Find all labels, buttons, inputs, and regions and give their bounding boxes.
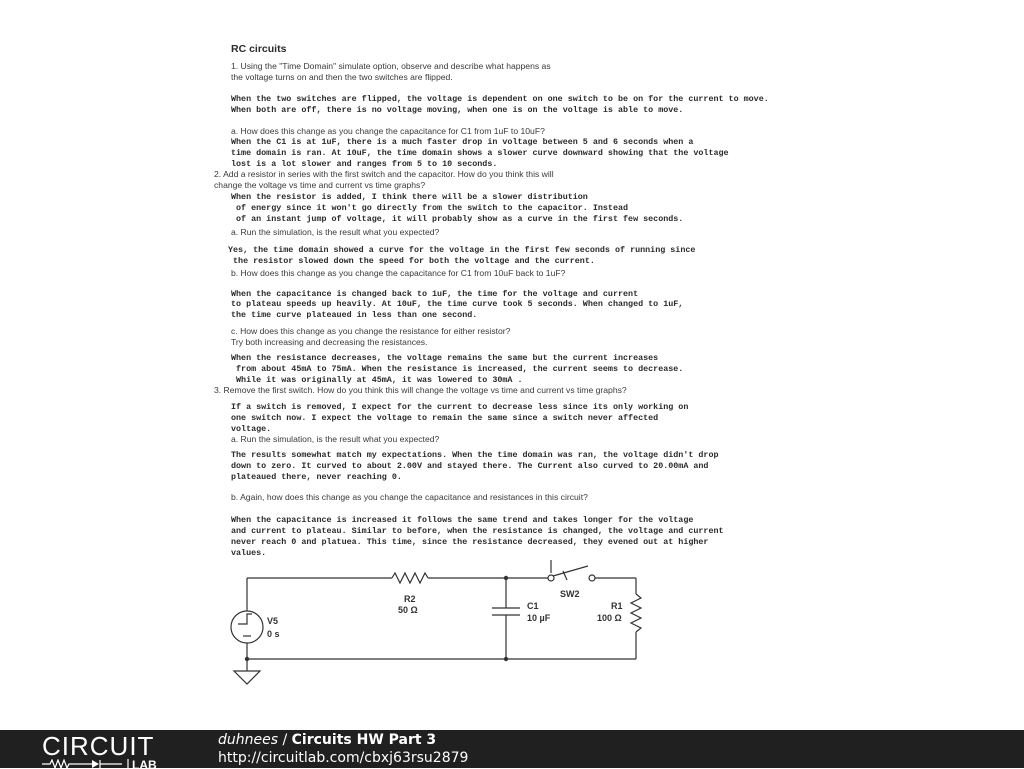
answer-line: voltage. — [231, 424, 272, 434]
answer-line: never reach 0 and platuea. This time, since the resistance decreased, they evened out at higher — [231, 537, 709, 547]
answer-line: When the capacitance is changed back to 1uF, the time for the voltage and current — [231, 289, 639, 299]
question-line: a. Run the simulation, is the result what you expected? — [231, 227, 440, 237]
project-title[interactable]: Circuits HW Part 3 — [291, 732, 437, 748]
project-url[interactable]: http://circuitlab.com/cbxj63rsu2879 — [218, 750, 469, 766]
switch-terminal[interactable] — [589, 575, 595, 581]
answer-line: When both are off, there is no voltage moving, when one is on the voltage is able to move. — [231, 105, 684, 115]
circuitlab-logo[interactable] — [42, 733, 182, 769]
logo-wordmark-circuit: CIRCUIT — [42, 731, 155, 761]
answer-line: the time curve plateaued in less than one second. — [231, 310, 478, 320]
answer-line: When the C1 is at 1uF, there is a much faster drop in voltage between 5 and 6 seconds when a — [231, 137, 694, 147]
answer-line: The results somewhat match my expectations. When the time domain was ran, the voltage didn't drop — [231, 450, 719, 460]
author-line — [218, 731, 468, 749]
answer-line: lost is a lot slower and ranges from 5 to 10 seconds. — [231, 159, 498, 169]
answer-line: While it was originally at 45mA, it was lowered to 30mA . — [231, 375, 523, 385]
resistor-r1-symbol[interactable] — [631, 594, 641, 632]
question-line: Try both increasing and decreasing the resistances. — [231, 337, 428, 347]
r1-name-label: R1 — [611, 601, 623, 611]
answer-line: of energy since it won't go directly from the switch to the capacitor. Instead — [231, 203, 629, 213]
ground-icon — [234, 671, 260, 684]
junction-dot — [504, 576, 508, 580]
document-title: RC circuits — [231, 43, 287, 55]
answer-line: from about 45mA to 75mA. When the resistance is increased, the current seems to decrease. — [231, 364, 684, 374]
c1-name-label: C1 — [527, 601, 539, 611]
r2-name-label: R2 — [404, 594, 416, 604]
r1-value-label: 100 Ω — [597, 613, 622, 623]
credit-block — [218, 731, 468, 767]
junction-dot — [245, 657, 249, 661]
sw2-name-label: SW2 — [560, 589, 580, 599]
answer-line: values. — [231, 548, 267, 558]
question-line: 2. Add a resistor in series with the first switch and the capacitor. How do you think this will — [214, 169, 554, 179]
answer-line: When the capacitance is increased it follows the same trend and takes longer for the voltage — [231, 515, 694, 525]
answer-line: Yes, the time domain showed a curve for the voltage in the first few seconds of running since — [228, 245, 696, 255]
step-waveform-icon — [238, 614, 252, 624]
answer-line: If a switch is removed, I expect for the current to decrease less since its only working on — [231, 402, 689, 412]
switch-sw2-blade[interactable] — [553, 566, 588, 576]
question-line: b. How does this change as you change the capacitance for C1 from 10uF back to 1uF? — [231, 268, 566, 278]
c1-value-label: 10 µF — [527, 613, 551, 623]
answer-line: plateaued there, never reaching 0. — [231, 472, 402, 482]
author-username[interactable]: duhnees — [218, 732, 279, 748]
v5-name-label: V5 — [267, 616, 279, 626]
question-line: a. How does this change as you change the capacitance for C1 from 1uF to 10uF? — [231, 126, 545, 136]
footer-bar — [0, 730, 1024, 768]
circuit-schematic[interactable] — [0, 540, 700, 700]
logo-wordmark-lab: LAB — [132, 759, 157, 769]
question-line: the voltage turns on and then the two switches are flipped. — [231, 72, 453, 82]
answer-line: When the resistance decreases, the voltage remains the same but the current increases — [231, 353, 659, 363]
answer-line: down to zero. It curved to about 2.00V and stayed there. The Current also curved to 20.00mA and — [231, 461, 709, 471]
question-line: a. Run the simulation, is the result what you expected? — [231, 434, 440, 444]
v5-value-label: 0 s — [267, 629, 280, 639]
answer-line: time domain is ran. At 10uF, the time domain shows a slower curve downward showing that the voltage — [231, 148, 729, 158]
answer-line: of an instant jump of voltage, it will probably show as a curve in the first few seconds. — [231, 214, 684, 224]
question-line: c. How does this change as you change the resistance for either resistor? — [231, 326, 511, 336]
answer-line: one switch now. I expect the voltage to remain the same since a switch never affected — [231, 413, 659, 423]
author-separator: / — [278, 732, 292, 748]
resistor-r2-symbol[interactable] — [392, 573, 428, 583]
question-line: change the voltage vs time and current vs time graphs? — [214, 180, 426, 190]
answer-line: When the resistor is added, I think there will be a slower distribution — [231, 192, 588, 202]
answer-line: and current to plateau. Similar to before, when the resistance is changed, the voltage and current — [231, 526, 724, 536]
question-line: b. Again, how does this change as you change the capacitance and resistances in this circuit? — [231, 492, 588, 502]
answer-line: When the two switches are flipped, the voltage is dependent on one switch to be on for the current to move. — [231, 94, 769, 104]
answer-line: to plateau speeds up heavily. At 10uF, the time curve took 5 seconds. When changed to 1uF, — [231, 299, 684, 309]
answer-line: the resistor slowed down the speed for both the voltage and the current. — [228, 256, 595, 266]
question-line: 1. Using the "Time Domain" simulate option, observe and describe what happens as — [231, 61, 551, 71]
r2-value-label: 50 Ω — [398, 605, 418, 615]
junction-dot — [504, 657, 508, 661]
question-line: 3. Remove the first switch. How do you think this will change the voltage vs time and current vs time graphs? — [214, 385, 627, 395]
